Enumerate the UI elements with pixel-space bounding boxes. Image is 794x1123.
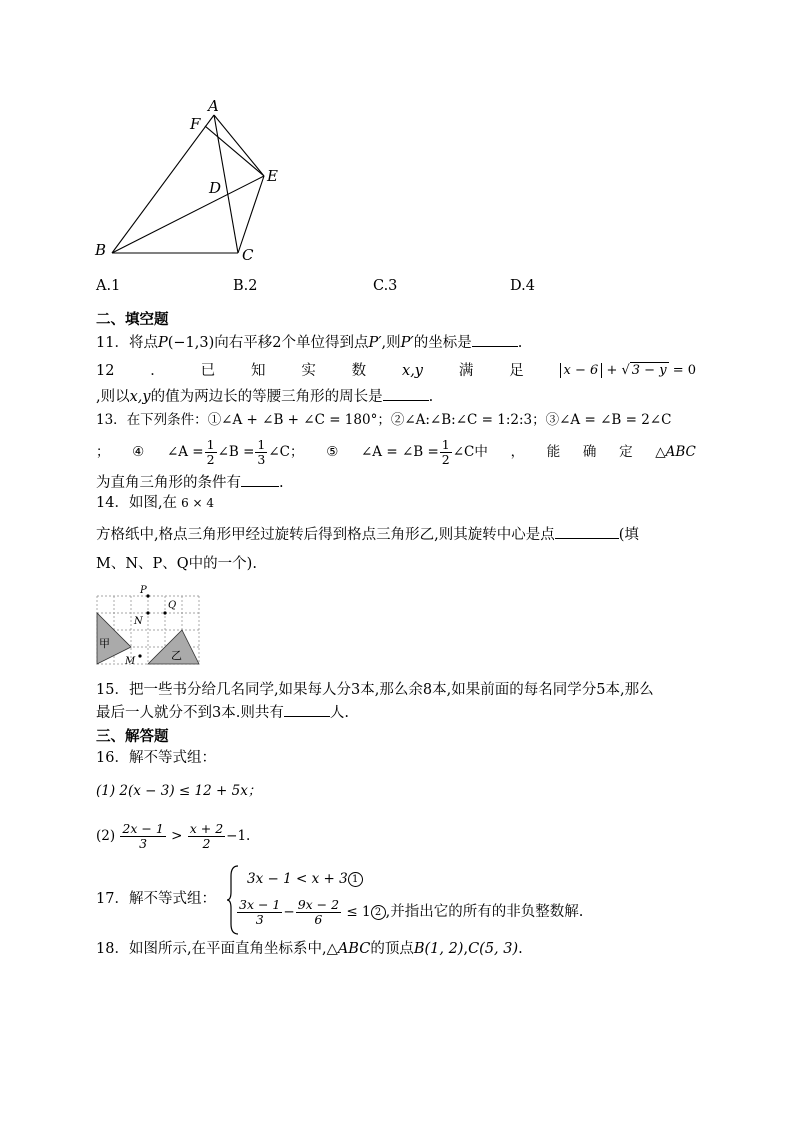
option-b: B.2	[233, 278, 258, 294]
label-q: Q	[168, 600, 177, 611]
label-m: M	[125, 656, 136, 667]
option-a: A.1	[96, 278, 121, 294]
inequality-2: $\frac{3x - 1}{3}$ − $\frac{9x - 2}{6}$ ≤ 1 2 ,并指出它的所有的非负整数解.	[239, 896, 584, 927]
label-yi: 乙	[171, 649, 182, 662]
label-b: B	[95, 241, 107, 259]
label-jia: 甲	[99, 637, 110, 650]
segment-be	[112, 176, 264, 253]
question-16-part-2: (2) $\frac{2x - 1}{3}$ > $\frac{x + 2}{2}$ −1.	[96, 820, 251, 851]
question-17-label: 17．解不等式组：	[96, 891, 216, 907]
question-13-line-1: 13．在下列条件：①∠A + ∠B + ∠C = 180°；②∠A:∠B:∠C = 1:2:3；③∠A = ∠B = 2∠C	[96, 412, 672, 428]
question-15-line-1: 15．把一些书分给几名同学,如果每人分3本,那么余8本,如果前面的每名同学分5本,那么	[96, 682, 654, 698]
segment-ae	[214, 115, 264, 176]
rotation-grid-figure	[94, 583, 204, 669]
point-q	[163, 611, 166, 614]
answer-blank-14[interactable]	[555, 524, 619, 539]
label-a: A	[208, 97, 219, 115]
section-solve-heading: 三、解答题	[96, 729, 169, 745]
condition-4: ∠A = $\frac{1}{2}$ ∠B = $\frac{1}{3}$ ∠C；	[166, 436, 304, 467]
quadrilateral-figure	[90, 95, 290, 265]
question-14-line-1: 14．如图,在 6 × 4	[96, 495, 215, 511]
section-fill-in-heading: 二、填空题	[96, 312, 169, 328]
question-11: 11．将点P(−1,3)向右平移2个单位得到点P′,则P′的坐标是 .	[96, 332, 522, 353]
answer-blank-11[interactable]	[472, 332, 518, 347]
question-15-line-2: 最后一人就分不到3本.则共有 人.	[96, 702, 349, 723]
label-d: D	[209, 179, 222, 197]
condition-5: ∠A = ∠B = $\frac{1}{2}$ ∠C中	[360, 436, 488, 467]
label-c: C	[242, 246, 254, 264]
equation-abs-sqrt: x − 6 + √ 3 − y = 0	[560, 361, 696, 381]
option-c: C.3	[373, 278, 398, 294]
question-14-line-3: M、N、P、Q中的一个).	[96, 556, 257, 572]
label-f: F	[190, 115, 201, 133]
question-13-line-3: 为直角三角形的条件有 .	[96, 472, 284, 493]
point-n	[146, 611, 149, 614]
question-14-line-2: 方格纸中,格点三角形甲经过旋转后得到格点三角形乙,则其旋转中心是点 (填	[96, 524, 639, 545]
point-p	[146, 594, 149, 597]
label-p: P	[140, 585, 147, 596]
inequality-1: 3x − 1 < x + 3 1	[247, 869, 363, 889]
point-m	[138, 654, 141, 657]
segment-ba	[112, 115, 214, 253]
question-16-part-1: (1) 2(x − 3) ≤ 12 + 5x；	[96, 783, 262, 799]
option-d: D.4	[510, 278, 535, 294]
answer-blank-15[interactable]	[284, 702, 330, 717]
question-18: 18．如图所示,在平面直角坐标系中,△ABC的顶点B(1, 2),C(5, 3).	[96, 941, 523, 957]
answer-blank-13[interactable]	[241, 472, 279, 487]
segment-fe	[205, 126, 264, 176]
label-e: E	[267, 167, 278, 185]
question-12-line-1: 12 ． 已 知 实 数 x,y 满 足 x − 6 + √ 3 − y = 0	[96, 363, 696, 379]
question-13-line-2: ； ④ ∠A = $\frac{1}{2}$ ∠B = $\frac{1}{3}$ ∠C； ⑤ ∠A = ∠B = $\frac{1}{2}$ ∠C中 ， 能 确 定 △ABC	[96, 436, 696, 467]
question-16: 16．解不等式组：	[96, 750, 216, 766]
label-n: N	[134, 616, 143, 627]
answer-blank-12[interactable]	[383, 386, 429, 401]
question-12-line-2: ,则以x,y的值为两边长的等腰三角形的周长是 .	[96, 386, 433, 407]
